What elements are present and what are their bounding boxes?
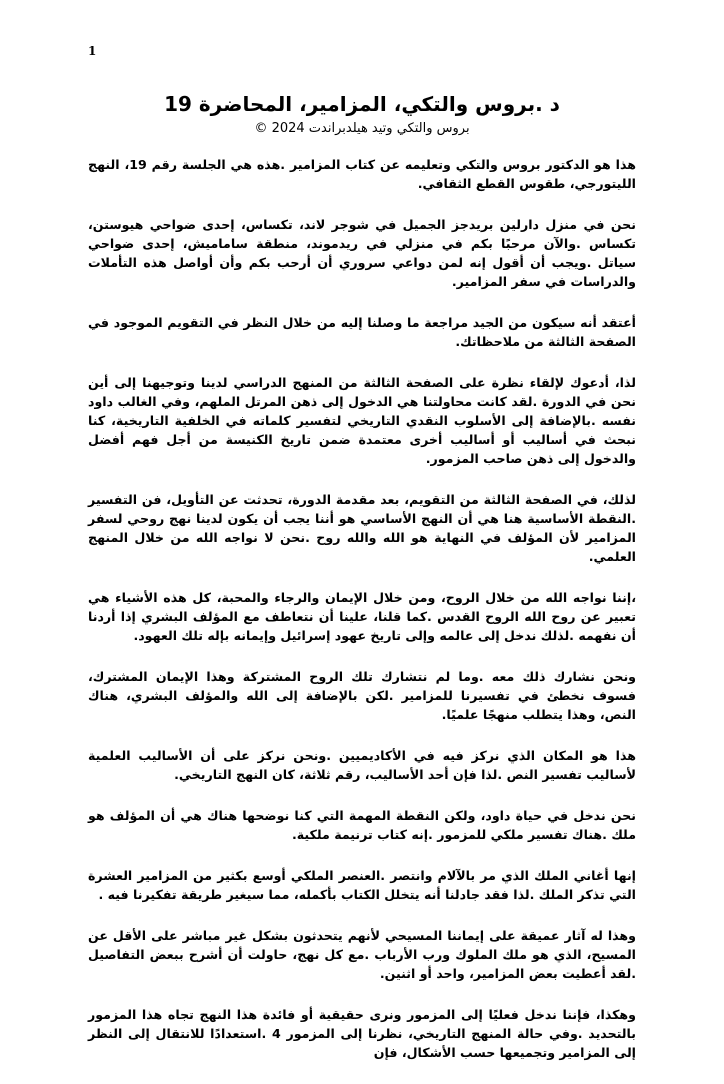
paragraph: هذا هو الدكتور بروس والتكي وتعليمه عن كتاب المزامير .هذه هي الجلسة رقم 19، النهج الليتورجي، طقوس القطع الثقافي. [88,157,636,191]
paragraph: وهكذا، فإننا ندخل فعليًا إلى المزمور ونرى حقيقية أو فائدة هذا النهج تجاه هذا المزمور بالتحديد .وفي حالة المنهج التاريخي، نظرنا إلى المزمور 4 .استعدادًا للانتقال إلى النظر إلى المزامير وتجميعها حسب الأشكال، فإن [88,1007,636,1060]
body-text [88,155,636,1084]
paragraph: إنها أغاني الملك الذي مر بالآلام وانتصر .العنصر الملكي أوسع بكثير من المزامير العشرة التي تذكر الملك .لذا فقد جادلنا أنه يتخلل الكتاب بأكمله، مما سيغير طريقة تفكيرنا فيه . [88,868,636,902]
paragraph: ونحن نشارك ذلك معه .وما لم نتشارك تلك الروح المشتركة وهذا الإيمان المشترك، فسوف نخطئ في تفسيرنا للمزامير .لكن بالإضافة إلى الله والمؤلف البشري، هناك النص، وهذا يتطلب منهجًا علميًا. [88,669,636,722]
copyright-subtitle: بروس والتكي وتيد هيلدبراندت 2024 © [254,121,470,136]
paragraph: وهذا له آثار عميقة على إيماننا المسيحي لأنهم يتحدثون بشكل غير مباشر على الأقل عن المسيح، الذي هو ملك الملوك ورب الأرباب .مع كل نهج، حاولت أن أشرح ببعض التفاصيل .لقد أعطيت بعض المزامير، واحد أو اثنين. [88,928,636,981]
paragraph: نحن ندخل في حياة داود، ولكن النقطة المهمة التي كنا نوضحها هناك هي أن المؤلف هو ملك .هناك تفسير ملكي للمزمور .إنه كتاب ترنيمة ملكية. [88,808,636,842]
paragraph: أعتقد أنه سيكون من الجيد مراجعة ما وصلنا إليه من خلال النظر في التقويم الموجود في الصفحة الثالثة من ملاحظاتك. [88,315,636,349]
paragraph: هذا هو المكان الذي نركز فيه في الأكاديميين .ونحن نركز على أن الأساليب العلمية لأساليب تفسير النص .لذا فإن أحد الأساليب، رقم ثلاثة، كان النهج التاريخي. [88,748,636,782]
paragraph: ،إننا نواجه الله من خلال الروح، ومن خلال الإيمان والرجاء والمحبة، كل هذه الأشياء هي تعبير عن روح الله الروح القدس .كما قلنا، علينا أن نتعاطف مع المؤلف البشري إذا أردنا أن نفهمه .لذلك ندخل إلى عالمه وإلى تاريخ عهود إسرائيل وإيمانه بإله تلك العهود. [88,590,636,643]
page-number: 1 [88,44,97,58]
paragraph: لذلك، في الصفحة الثالثة من التقويم، بعد مقدمة الدورة، تحدثت عن التأويل، فن التفسير .النقطة الأساسية هنا هي أن النهج الأساسي هو أننا يجب أن يكون لدينا نهج روحي لسفر المزامير لأن المؤلف في النهاية هو الله والله روح .نحن لا نواجه الله من خلال المنهج العلمي. [88,492,636,564]
paragraph: لذا، أدعوك لإلقاء نظرة على الصفحة الثالثة من المنهج الدراسي لدينا وتوجيهنا إلى أين نحن في الدورة .لقد كانت محاولتنا هي الدخول إلى ذهن المرتل الملهم، وفي الغالب داود نفسه .بالإضافة إلى الأسلوب النقدي التاريخي لتفسير كلماته في الخلفية التاريخية، كنا نبحث في أساليب أو أساليب أخرى معتمدة ضمن تاريخ الكنيسة من أجل فهم أفضل والدخول إلى ذهن صاحب المزمور. [88,375,636,466]
paragraph: نحن في منزل دارلين بريدجز الجميل في شوجر لاند، تكساس، إحدى ضواحي هيوستن، تكساس .والآن مرحبًا بكم في منزلي في ريدموند، منطقة ساماميش، إحدى ضواحي سياتل .ويجب أن أقول إنه لمن دواعي سروري أن أرحب بكم وأن أواصل هذه التأملات والدراسات في سفر المزامير. [88,217,636,289]
page-title: د .بروس والتكي، المزامير، المحاضرة 19 [164,92,560,116]
